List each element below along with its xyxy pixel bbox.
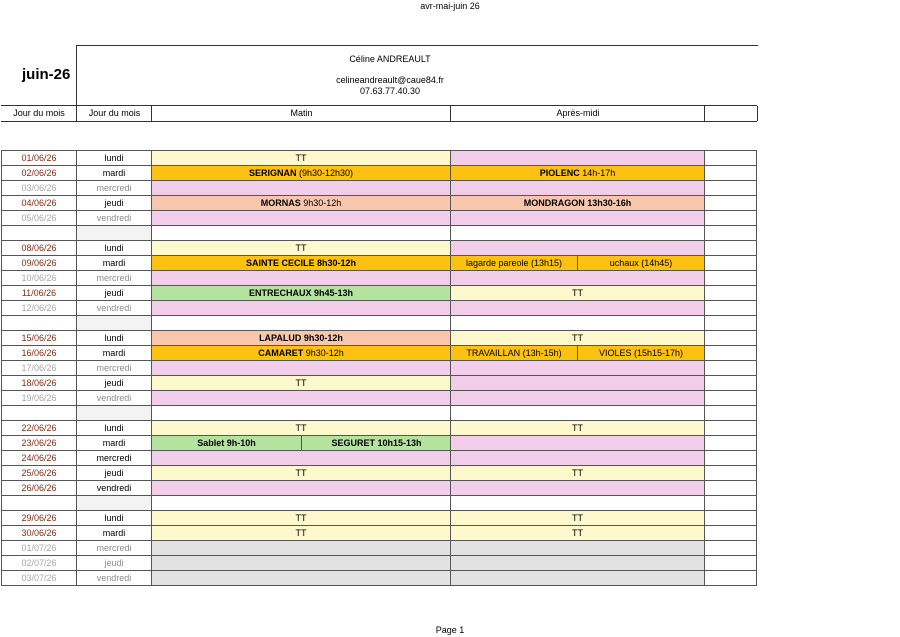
appointment-place: CAMARET [258, 348, 304, 358]
spacer-cell [1, 405, 76, 420]
afternoon-cell [450, 345, 577, 360]
spacer-cell [151, 495, 450, 510]
afternoon-cell [450, 465, 704, 480]
weekday-cell: lundi [76, 240, 151, 255]
spacer-cell [1, 225, 76, 240]
extra-cell [704, 390, 757, 405]
extra-cell [704, 180, 757, 195]
weekday-cell: vendredi [76, 300, 151, 315]
spacer-cell [450, 495, 704, 510]
morning-cell [151, 150, 450, 165]
appointment-time: TT [295, 243, 307, 253]
afternoon-cell [450, 375, 704, 390]
appointment-time: VIOLES (15h15-17h) [598, 348, 684, 358]
weekday-cell: mardi [76, 525, 151, 540]
appointment-time: lagarde pareole (13h15) [465, 258, 563, 268]
spacer-cell [151, 315, 450, 330]
date-cell: 24/06/26 [1, 450, 76, 465]
weekday-cell: lundi [76, 510, 151, 525]
date-cell: 08/06/26 [1, 240, 76, 255]
header-day-of-month-1: Jour du mois [13, 108, 65, 118]
appointment-place: SEGURET 10h15-13h [331, 438, 422, 448]
header-morning: Matin [151, 106, 451, 121]
morning-cell [151, 165, 450, 180]
weekday-cell: jeudi [76, 195, 151, 210]
date-cell: 23/06/26 [1, 435, 76, 450]
date-cell: 26/06/26 [1, 480, 76, 495]
appointment-time: (9h30-12h30) [296, 168, 354, 178]
table-header [1, 105, 757, 122]
appointment-time: 14h-17h [579, 168, 616, 178]
afternoon-cell [450, 330, 704, 345]
date-cell: 09/06/26 [1, 255, 76, 270]
extra-cell [704, 540, 757, 555]
weekday-cell: mercredi [76, 540, 151, 555]
date-cell: 12/06/26 [1, 300, 76, 315]
date-cell: 01/06/26 [1, 150, 76, 165]
weekday-cell: mardi [76, 345, 151, 360]
appointment-time: TRAVAILLAN (13h-15h) [466, 348, 562, 358]
extra-cell [704, 150, 757, 165]
spacer-cell [1, 495, 76, 510]
appointment-time: TT [572, 468, 583, 478]
weekday-cell: lundi [76, 330, 151, 345]
extra-cell [704, 165, 757, 180]
extra-cell [704, 570, 757, 585]
date-cell: 19/06/26 [1, 390, 76, 405]
afternoon-cell [450, 390, 704, 405]
afternoon-cell [450, 510, 704, 525]
afternoon-cell [450, 450, 704, 465]
contact-name: Céline ANDREAULT [349, 54, 431, 64]
weekday-cell: mercredi [76, 180, 151, 195]
appointment-time: TT [572, 288, 583, 298]
appointment-time: TT [295, 513, 307, 523]
spacer-cell [1, 315, 76, 330]
extra-cell [704, 285, 757, 300]
morning-cell [151, 450, 450, 465]
date-cell: 30/06/26 [1, 525, 76, 540]
morning-cell [151, 195, 450, 210]
extra-cell [704, 345, 757, 360]
weekday-cell: mardi [76, 435, 151, 450]
appointment-place: ENTRECHAUX 9h45-13h [248, 288, 354, 298]
morning-cell [151, 540, 450, 555]
page-number: Page 1 [435, 625, 465, 635]
spacer-cell [704, 495, 757, 510]
appointment-place: SAINTE CECILE 8h30-12h [245, 258, 357, 268]
spacer-cell [704, 405, 757, 420]
appointment-place: PIOLENC [539, 168, 580, 178]
spacer-cell [450, 225, 704, 240]
date-cell: 25/06/26 [1, 465, 76, 480]
header-extra-column [704, 106, 758, 121]
afternoon-cell [450, 480, 704, 495]
extra-cell [704, 375, 757, 390]
morning-cell [151, 240, 450, 255]
afternoon-cell [450, 255, 577, 270]
afternoon-cell [450, 285, 704, 300]
appointment-time: TT [572, 333, 583, 343]
spacer-cell [76, 315, 151, 330]
morning-cell [151, 570, 450, 585]
spacer-cell [450, 405, 704, 420]
appointment-time: TT [572, 423, 583, 433]
contact-email: celineandreault@caue84.fr [336, 75, 444, 85]
weekday-cell: jeudi [76, 555, 151, 570]
appointment-place: LAPALUD 9h30-12h [259, 333, 343, 343]
spacer-cell [76, 225, 151, 240]
afternoon-cell [450, 270, 704, 285]
afternoon-cell [450, 570, 704, 585]
morning-cell [151, 180, 450, 195]
appointment-time: TT [572, 513, 583, 523]
spacer-cell [76, 405, 151, 420]
morning-cell [151, 465, 450, 480]
date-cell: 05/06/26 [1, 210, 76, 225]
extra-cell [704, 240, 757, 255]
afternoon-cell [577, 255, 704, 270]
weekday-cell: mardi [76, 165, 151, 180]
afternoon-cell [450, 525, 704, 540]
afternoon-cell [450, 555, 704, 570]
appointment-place: MORNAS [260, 198, 301, 208]
contact-phone: 07.63.77.40.30 [359, 86, 421, 96]
afternoon-cell [450, 360, 704, 375]
date-cell: 03/07/26 [1, 570, 76, 585]
morning-cell [301, 435, 451, 450]
appointment-time: TT [295, 423, 307, 433]
weekday-cell: jeudi [76, 375, 151, 390]
morning-cell [151, 210, 450, 225]
appointment-place: Sablet 9h-10h [197, 438, 256, 448]
weekday-cell: mercredi [76, 270, 151, 285]
morning-cell [151, 555, 450, 570]
afternoon-cell [577, 345, 704, 360]
date-cell: 10/06/26 [1, 270, 76, 285]
afternoon-cell [450, 150, 704, 165]
header-afternoon: Après-midi [450, 106, 705, 121]
morning-cell [151, 435, 301, 450]
header-day-of-month-2: Jour du mois [76, 106, 152, 121]
extra-cell [704, 270, 757, 285]
appointment-time: 9h30-12h [300, 198, 342, 208]
spacer-cell [151, 405, 450, 420]
extra-cell [704, 450, 757, 465]
date-cell: 29/06/26 [1, 510, 76, 525]
extra-cell [704, 195, 757, 210]
appointment-place: SERIGNAN [248, 168, 297, 178]
weekday-cell: vendredi [76, 210, 151, 225]
extra-cell [704, 555, 757, 570]
date-cell: 02/07/26 [1, 555, 76, 570]
extra-cell [704, 525, 757, 540]
weekday-cell: lundi [76, 150, 151, 165]
morning-cell [151, 345, 450, 360]
afternoon-cell [450, 435, 704, 450]
extra-cell [704, 255, 757, 270]
weekday-cell: mercredi [76, 450, 151, 465]
weekday-cell: jeudi [76, 465, 151, 480]
date-cell: 17/06/26 [1, 360, 76, 375]
date-cell: 01/07/26 [1, 540, 76, 555]
morning-cell [151, 390, 450, 405]
appointment-time: 9h30-12h [303, 348, 344, 358]
appointment-time: TT [295, 528, 307, 538]
extra-cell [704, 510, 757, 525]
morning-cell [151, 360, 450, 375]
afternoon-cell [450, 240, 704, 255]
extra-cell [704, 360, 757, 375]
date-cell: 04/06/26 [1, 195, 76, 210]
weekday-cell: lundi [76, 420, 151, 435]
appointment-time: TT [295, 153, 307, 163]
afternoon-cell [450, 195, 704, 210]
extra-cell [704, 300, 757, 315]
spacer-cell [704, 315, 757, 330]
spacer-cell [450, 315, 704, 330]
afternoon-cell [450, 300, 704, 315]
extra-cell [704, 420, 757, 435]
weekday-cell: vendredi [76, 570, 151, 585]
weekday-cell: vendredi [76, 480, 151, 495]
date-cell: 22/06/26 [1, 420, 76, 435]
date-cell: 03/06/26 [1, 180, 76, 195]
morning-cell [151, 420, 450, 435]
appointment-time: TT [572, 528, 583, 538]
date-cell: 18/06/26 [1, 375, 76, 390]
extra-cell [704, 330, 757, 345]
extra-cell [704, 435, 757, 450]
spacer-cell [76, 495, 151, 510]
afternoon-cell [450, 540, 704, 555]
weekday-cell: mardi [76, 255, 151, 270]
morning-cell [151, 480, 450, 495]
date-cell: 02/06/26 [1, 165, 76, 180]
appointment-time: uchaux (14h45) [609, 258, 673, 268]
date-cell: 15/06/26 [1, 330, 76, 345]
morning-cell [151, 330, 450, 345]
morning-cell [151, 300, 450, 315]
appointment-place: MONDRAGON 13h30-16h [523, 198, 632, 208]
weekday-cell: vendredi [76, 390, 151, 405]
morning-cell [151, 255, 450, 270]
extra-cell [704, 480, 757, 495]
afternoon-cell [450, 210, 704, 225]
morning-cell [151, 510, 450, 525]
spacer-cell [151, 225, 450, 240]
extra-cell [704, 210, 757, 225]
document-title: avr-mai-juin 26 [420, 1, 480, 11]
morning-cell [151, 375, 450, 390]
morning-cell [151, 525, 450, 540]
date-cell: 16/06/26 [1, 345, 76, 360]
afternoon-cell [450, 180, 704, 195]
date-cell: 11/06/26 [1, 285, 76, 300]
morning-cell [151, 270, 450, 285]
appointment-time: TT [295, 468, 307, 478]
extra-cell [704, 465, 757, 480]
afternoon-cell [450, 420, 704, 435]
month-title: juin-26 [22, 66, 71, 83]
afternoon-cell [450, 165, 704, 180]
table-bottom-border [1, 585, 757, 586]
weekday-cell: jeudi [76, 285, 151, 300]
appointment-time: TT [295, 378, 307, 388]
weekday-cell: mercredi [76, 360, 151, 375]
morning-cell [151, 285, 450, 300]
spacer-cell [704, 225, 757, 240]
